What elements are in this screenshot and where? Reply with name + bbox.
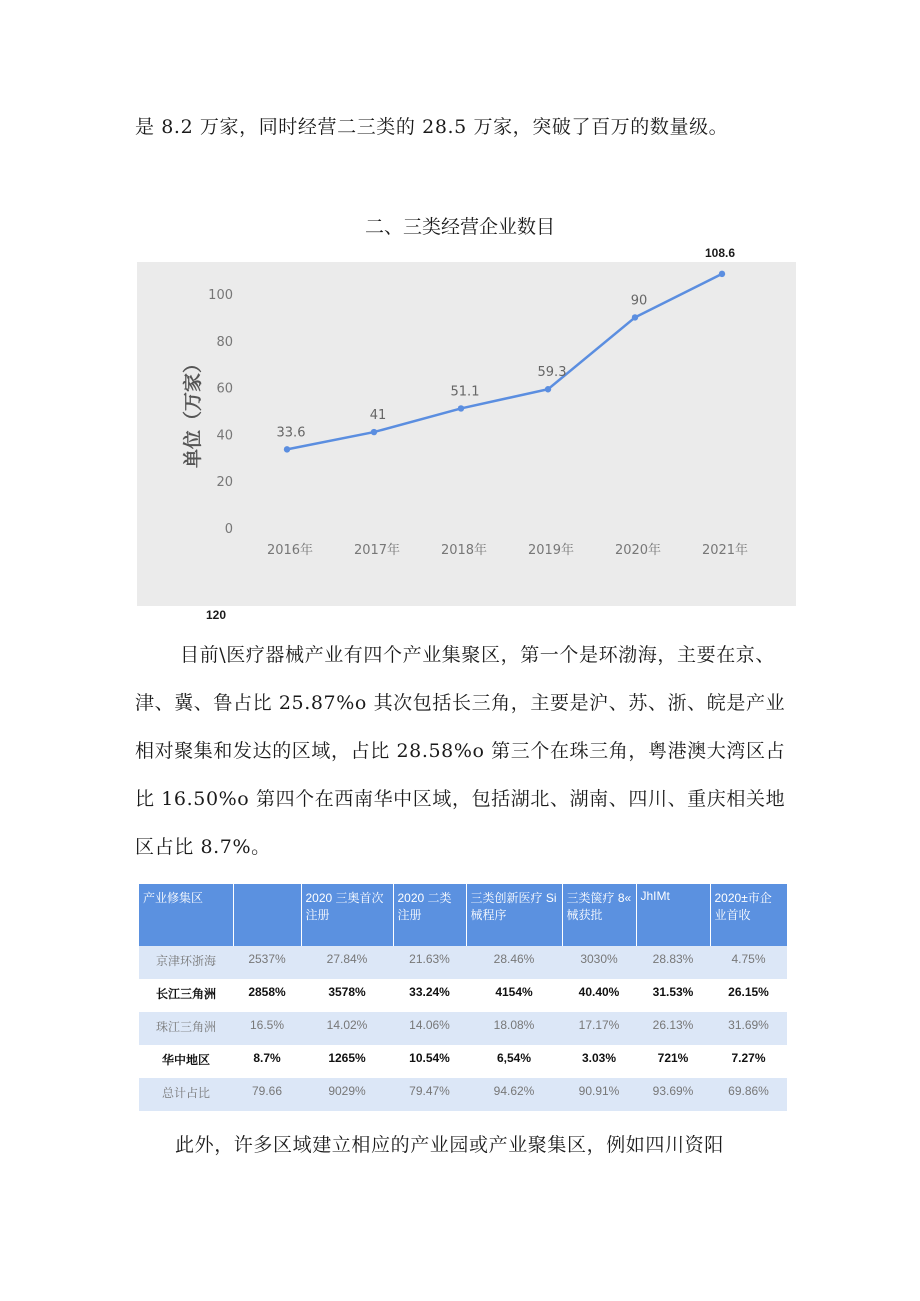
table-cell: 21.63% [393, 946, 466, 979]
table-cell: 华中地区 [139, 1045, 233, 1078]
table-cell: 10.54% [393, 1045, 466, 1078]
header-innovation-program: 三类创新医疗 Si 械程序 [466, 884, 562, 946]
table-cell: 3578% [301, 979, 393, 1012]
table-cell: 3030% [562, 946, 636, 979]
data-point [284, 446, 290, 452]
table-cell: 9029% [301, 1078, 393, 1111]
table-cell: 7.27% [710, 1045, 787, 1078]
table-cell: 79.47% [393, 1078, 466, 1111]
data-label: 33.6 [276, 425, 306, 441]
table-row [139, 1078, 787, 1111]
x-tick-label: 2018年 [440, 543, 488, 558]
y-tick-label: 60 [216, 381, 233, 397]
table-row [139, 1045, 787, 1078]
data-point [371, 429, 377, 435]
paragraph-line: 目前\医疗器械产业有四个产业集聚区，第一个是环渤海，主要在京、 [180, 644, 776, 666]
table-row [139, 1012, 787, 1045]
table-cell: 93.69% [636, 1078, 710, 1111]
table-cell: 721% [636, 1045, 710, 1078]
header-jhimt: JhIMt [636, 884, 710, 946]
x-tick-label: 2019年 [527, 543, 575, 558]
data-label: 59.3 [537, 365, 567, 381]
table-cell: 4154% [466, 979, 562, 1012]
chart-label-above: 108.6 [705, 246, 736, 260]
table-cell: 79.66 [233, 1078, 301, 1111]
data-point [545, 386, 551, 392]
table-cell: 2858% [233, 979, 301, 1012]
x-tick-label: 2021年 [701, 543, 749, 558]
x-tick-label: 2016年 [266, 543, 314, 558]
x-tick-label: 2017年 [353, 543, 401, 558]
chart-label-below: 120 [206, 608, 227, 622]
chart-heading: 二、三类经营企业数目 [364, 216, 555, 238]
table-cell: 33.24% [393, 979, 466, 1012]
y-tick-label: 40 [216, 428, 233, 444]
data-label: 41 [369, 408, 387, 424]
data-point [719, 271, 725, 277]
header-class2-reg: 2020 二类注册 [393, 884, 466, 946]
header-share [233, 884, 301, 946]
y-tick-label: 0 [224, 522, 233, 537]
header-class3-approved: 三类箧疗 8« 械获批 [562, 884, 636, 946]
header-listed-revenue: 2020±市企业首收 [710, 884, 787, 946]
y-tick-label: 80 [216, 334, 233, 350]
table-cell: 8.7% [233, 1045, 301, 1078]
table-cell: 31.69% [710, 1012, 787, 1045]
table-cell: 17.17% [562, 1012, 636, 1045]
table-cell: 长江三角洲 [139, 979, 233, 1012]
table-cell: 27.84% [301, 946, 393, 979]
paragraph-line: 区占比 8.7%。 [135, 836, 271, 858]
y-axis-label: 单位（万家） [182, 353, 204, 469]
data-label: 51.1 [450, 384, 480, 400]
y-tick-label: 20 [216, 475, 233, 491]
data-point [632, 314, 638, 320]
table-row [139, 979, 787, 1012]
table-cell: 69.86% [710, 1078, 787, 1111]
table-cell: 40.40% [562, 979, 636, 1012]
table-cell: 4.75% [710, 946, 787, 979]
paragraph-line: 比 16.50%o 第四个在西南华中区域，包括湖北、湖南、四川、重庆相关地 [135, 788, 786, 810]
data-label: 90 [630, 293, 648, 309]
paragraph-bottom: 此外，许多区域建立相应的产业园或产业聚集区，例如四川资阳 [175, 1134, 724, 1156]
table-cell: 90.91% [562, 1078, 636, 1111]
header-class3-first-reg: 2020 三奥首次注册 [301, 884, 393, 946]
table-cell: 14.06% [393, 1012, 466, 1045]
table-cell: 6,54% [466, 1045, 562, 1078]
header-region: 产业修集区 [139, 884, 233, 946]
table-cell: 18.08% [466, 1012, 562, 1045]
table-cell: 26.13% [636, 1012, 710, 1045]
x-tick-label: 2020年 [614, 543, 662, 558]
line-chart [137, 262, 796, 606]
table-cell: 2537% [233, 946, 301, 979]
table-cell: 总计占比 [139, 1078, 233, 1111]
table-header-row [139, 884, 787, 946]
paragraph-top: 是 8.2 万家，同时经营二三类的 28.5 万家，突破了百万的数量级。 [135, 116, 729, 138]
table-cell: 26.15% [710, 979, 787, 1012]
paragraph-line: 相对聚集和发达的区域，占比 28.58%o 第三个在珠三角，粤港澳大湾区占 [135, 740, 786, 762]
table-cell: 28.83% [636, 946, 710, 979]
y-tick-label: 100 [208, 288, 233, 303]
industry-cluster-table [139, 884, 787, 1128]
paragraph-line: 津、冀、鲁占比 25.87%o 其次包括长三角，主要是沪、苏、浙、皖是产业 [135, 692, 786, 714]
table-cell: 16.5% [233, 1012, 301, 1045]
table-cell: 珠江三角洲 [139, 1012, 233, 1045]
table-cell: 94.62% [466, 1078, 562, 1111]
table-cell: 28.46% [466, 946, 562, 979]
table-cell: 1265% [301, 1045, 393, 1078]
table-cell: 3.03% [562, 1045, 636, 1078]
table-row [139, 946, 787, 979]
data-point [458, 405, 464, 411]
table-cell: 31.53% [636, 979, 710, 1012]
table-cell: 京津环浙海 [139, 946, 233, 979]
table-cell: 14.02% [301, 1012, 393, 1045]
